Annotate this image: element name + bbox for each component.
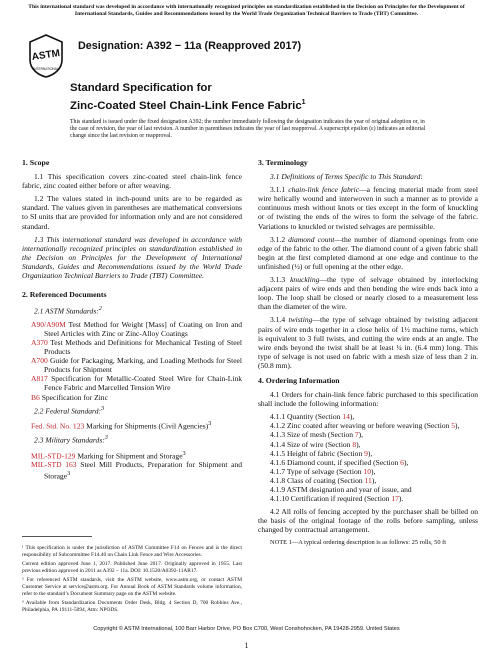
paragraph-2-1: 2.1 ASTM Standards:$^2$ <box>34 305 102 316</box>
order-item: 4.1.9 ASTM designation and year of issue, and <box>270 485 412 494</box>
reference-item[interactable]: A90/A90M Test Method for Weight [Mass] of Coating on Iron and Steel Articles with Zinc or Zinc-Alloy Coatings <box>31 319 242 338</box>
document-title <box>70 82 430 113</box>
international-standard-notice: This international standard was developed in accordance with internationally recognized principles on standardization established in the Decision on Principles for the Development of International Standards, Guides and Recommendations issued by the World Trade Organization Technical Barriers to Trade (TBT) Committee. <box>28 4 465 17</box>
paragraph-2-3: 2.3 Military Standards:$^3$ <box>34 433 108 445</box>
order-item: 4.1.6 Diamond count, if specified (Section 6), <box>270 457 409 467</box>
title-footnote-marker: 1 <box>301 98 306 106</box>
order-item: 4.1.10 Certification if required (Section 17). <box>270 494 404 504</box>
designation: Designation: A392 − 11a (Reapproved 2017) <box>78 40 302 52</box>
reference-item[interactable]: A700 Guide for Packaging, Marking, and Loading Methods for Steel Products for Shipment <box>31 356 242 375</box>
order-item: 4.1.7 Type of selvage (Section 10), <box>270 466 376 476</box>
paragraph-3-1-1: 3.1.1 chain-link fence fabric—a fencing material made from steel wire helically wound and interwoven in such a manner as to provide a continuous mesh without knots or ties except in the form of knuckling or of twisting the ends of the wires to form the selvage of the fabric. Variations to knuckled or twisted selvages are permissible. <box>258 185 478 231</box>
paragraph-4-1: 4.1 Orders for chain-link fence fabric purchased to this specification shall include the following information: <box>258 390 478 409</box>
paragraph-1-1: 1.1 This specification covers zinc-coated steel chain-link fence fabric, zinc coated either before or after weaving. <box>22 172 242 191</box>
order-item: 4.1.4 Size of wire (Section 8), <box>270 439 361 449</box>
footnote-divider <box>22 536 92 537</box>
section-heading-referenced-documents: 2. Referenced Documents <box>22 290 107 300</box>
right-column <box>258 158 478 552</box>
paragraph-3-1: 3.1 Definitions of Terms Specific to This Standard: <box>270 172 423 182</box>
paragraph-2-2: 2.2 Federal Standard:$^3$ <box>34 404 105 416</box>
paragraph-3-1-4: 3.1.4 twisting—the type of selvage obtained by twisting adjacent pairs of wire ends together in a close helix of 1½ machine turns, which is equivalent to 3 full twists, and cutting the wire ends at an angle. The wire ends beyond the twist shall be at least ¼ in. (6.4 mm) long. This type of selvage is not used on fabric with a mesh size of less than 2 in. (50.8 mm). <box>258 315 478 370</box>
reference-item[interactable]: A370 Test Methods and Definitions for Mechanical Testing of Steel Products <box>31 338 242 357</box>
section-heading-ordering-information: 4. Ordering Information <box>258 375 340 385</box>
order-item: 4.1.1 Quantity (Section 14), <box>270 412 355 422</box>
paragraph-3-1-2: 3.1.2 diamond count—the number of diamond openings from one edge of the fabric to the other. The diamond count of a given fabric shall begin at the first completed diamond at one edge and continue to the unfinished (½) or full opening at the other edge. <box>258 234 478 271</box>
title-line-2: Zinc-Coated Steel Chain-Link Fence Fabric <box>70 99 302 112</box>
logo-letters: ASTM <box>31 48 61 63</box>
paragraph-3-1-3: 3.1.3 knuckling—the type of selvage obtained by interlocking adjacent pairs of wire ends and then bending the wire ends back into a loop. The loop shall be closed or nearly closed to a measurement less than the diameter of the wire. <box>258 275 478 312</box>
order-item: 4.1.8 Class of coating (Section 11), <box>270 475 377 485</box>
section-heading-scope: 1. Scope <box>22 158 50 167</box>
reference-item[interactable]: A817 Specification for Metallic-Coated Steel Wire for Chain-Link Fence Fabric and Marcelled Tension Wire <box>31 374 242 393</box>
paragraph-1-3: 1.3 This international standard was developed in accordance with internationally recognized principles on standardization established in the Decision on Principles for the Development of International Standards, Guides and Recommendations issued by the World Trade Organization Technical Barriers to Trade (TBT) Committee. <box>22 234 242 281</box>
footnote-3: ³ Available from Standardization Documents Order Desk, Bldg. 4 Section D, 700 Robbins Ave., Philadelphia, PA 19111-5094, Attn: NPODS. <box>22 600 242 613</box>
footnote-2: ² For referenced ASTM standards, visit the ASTM website, www.astm.org, or contact ASTM Customer Service at service@astm.org. For Annual Book of ASTM Standards volume information, refer to the standard’s Document Summary page on the ASTM website. <box>22 577 242 597</box>
issuance-statement: This standard is issued under the fixed designation A392; the number immediately following the designation indicates the year of original adoption or, in the case of revision, the year of last revision. A number in parentheses indicates the year of last reapproval. A superscript epsilon (ε) indicates an editorial change since the last revision or reapproval. <box>70 119 426 140</box>
order-item: 4.1.3 Size of mesh (Section 7), <box>270 430 364 440</box>
federal-standard-item[interactable]: Fed. Std. No. 123 Marking for Shipments (Civil Agencies)$^3$ <box>31 420 212 431</box>
astm-logo <box>28 34 64 78</box>
title-line-1: Standard Specification for <box>70 82 212 94</box>
note-1: NOTE 1—A typical ordering description is as follows: 25 rolls, 50 ft <box>270 539 447 547</box>
military-standard-item[interactable]: MIL-STD 163 Steel Mill Products, Preparation for Shipment and Storage$^3$ <box>31 460 243 481</box>
left-column <box>22 158 242 481</box>
paragraph-1-2: 1.2 The values stated in inch-pound units are to be regarded as standard. The values given in parentheses are mathematical conversions to SI units that are provided for information only and are not considered standard. <box>22 194 242 231</box>
paragraph-4-2: 4.2 All rolls of fencing accepted by the purchaser shall be billed on the basis of the original footage of the rolls before sampling, unless changed by contractual arrangement. <box>258 507 478 535</box>
section-heading-terminology: 3. Terminology <box>258 158 308 167</box>
footnote-edition: Current edition approved June 1, 2017. Published June 2017. Originally approved in 1955. Last previous edition approved in 2011 as A392 – 11a. DOI: 10.1520/A0392-11AR17. <box>22 561 242 574</box>
footnote-1: ¹ This specification is under the jurisdiction of ASTM Committee F14 on Fences and is the direct responsibility of Subcommittee F14.40 on Chain Link Fence and Wire Accessories. <box>22 545 242 558</box>
order-item: 4.1.5 Height of fabric (Section 9), <box>270 448 373 458</box>
page-number: 1 <box>244 641 249 650</box>
logo-caption: INTERNATIONAL <box>33 67 59 71</box>
military-standard-item[interactable]: MIL-STD-129 Marking for Shipment and Storage$^3$ <box>31 449 186 461</box>
copyright-footer: Copyright © ASTM International, 100 Barr Harbor Drive, PO Box C700, West Conshohocken, PA 19428-2959. United States <box>93 626 400 632</box>
footnotes <box>22 536 242 616</box>
order-item: 4.1.2 Zinc coated after weaving or before weaving (Section 5), <box>270 421 460 431</box>
reference-item[interactable]: B6 Specification for Zinc <box>31 392 108 402</box>
